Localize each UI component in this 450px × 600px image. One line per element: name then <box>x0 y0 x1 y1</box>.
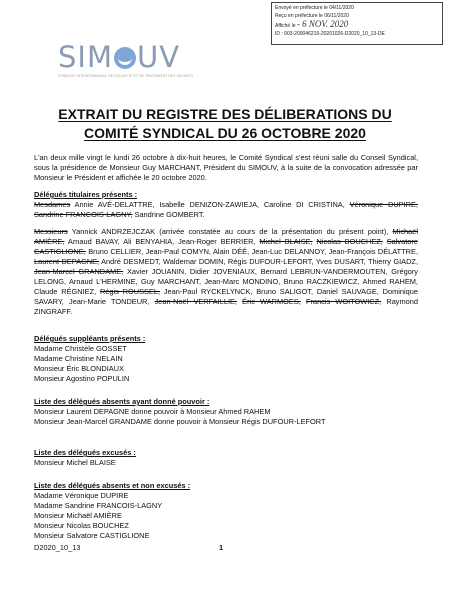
logo-o-icon <box>114 47 136 69</box>
messieurs-struck-8: Jean-Noël VERFAILLIE, <box>154 297 237 306</box>
logo-tagline: SYNDICAT INTERCOMMUNAL DE COLLECTE ET DE TRAITEMENT DES DÉCHETS <box>58 74 194 78</box>
messieurs-struck-2: Michel BLAISE, <box>259 237 313 246</box>
pouvoirs-heading: Liste des délégués absents ayant donné pouvoir : <box>34 397 210 406</box>
absents-heading: Liste des délégués absents et non excusés : <box>34 481 191 490</box>
messieurs-part-1: Yannick ANDRZEJCZAK (arrivée constatée au cours de la présentation du présent point), <box>71 227 389 236</box>
messieurs-part-2: Arnaud BAVAY, Ali BENYAHIA, Jean-Roger BERRIER, <box>67 237 256 246</box>
list-item: Monsieur Jean-Marcel GRANDAME donne pouvoir à Monsieur Régis DUFOUR-LEFORT <box>34 417 326 426</box>
suppleants-heading: Délégués suppléants présents : <box>34 334 146 343</box>
list-item: Monsieur Éric BLONDIAUX <box>34 364 124 373</box>
excuses-list <box>34 458 418 468</box>
mesdames-present: Annie AVÉ-DELATTRE, Isabelle DENIZON-ZAWIEJA, Caroline DI CRISTINA, <box>74 200 345 209</box>
mesdames-lead: Mesdames <box>34 200 71 209</box>
titulaires-heading: Délégués titulaires présents : <box>34 190 138 199</box>
stamp-posted-label: Affiché le <box>275 23 296 29</box>
messieurs-part-4: André DESMEDT, Waldemar DOMIN, Régis DUFOUR-LEFORT, Yves DUSART, Thierry GIADZ, <box>101 257 418 266</box>
titulaires-mesdames <box>34 200 418 220</box>
list-item: Monsieur Salvatore CASTIGLIONE <box>34 531 150 540</box>
prefecture-stamp <box>271 2 443 45</box>
mesdames-struck-1: Véronique DUPIRE, <box>349 200 418 209</box>
stamp-posted <box>275 20 439 30</box>
messieurs-end: Raymond ZINGRAFF. <box>34 297 418 316</box>
stamp-received: Reçu en préfecture le 06/11/2020 <box>275 13 349 19</box>
list-item: Madame Sandrine FRANCOIS-LAGNY <box>34 501 163 510</box>
logo-wordmark-right: UV <box>136 40 181 74</box>
excuses-heading: Liste des délégués excusés : <box>34 448 136 457</box>
messieurs-part-5: Xavier JOUANIN, Didier JOVENIAUX, Bernard LEBRUN-VANDERMOUTEN, Grégory LELONG, Arnaud L'HERMINE, Guy MARCHANT, Jean-Marc MONDINO, Bruno RACZKIEWICZ, Ahmed RAHEM, Claude RÉGNIEZ, <box>34 267 418 296</box>
suppleants-list <box>34 344 418 384</box>
list-item: Madame Christèle GOSSET <box>34 344 127 353</box>
list-item: Monsieur Nicolas BOUCHEZ <box>34 521 129 530</box>
page-number: 1 <box>219 543 224 552</box>
document-body <box>34 153 418 548</box>
messieurs-struck-1: Michaël AMIÈRE, <box>34 227 419 246</box>
list-item: Monsieur Agostino POPULIN <box>34 374 130 383</box>
list-item: Monsieur Michel BLAISE <box>34 458 116 467</box>
messieurs-part-6: Jean-Paul RYCKELYNCK, Bruno SALIGOT, Daniel SAUVAGE, Dominique SAVARY, Jean-Marie TONDEUR, <box>34 287 418 306</box>
messieurs-struck-4: Salvatore CASTIGLIONE, <box>34 237 418 256</box>
title-line-2: COMITÉ SYNDICAL DU 26 OCTOBRE 2020 <box>84 125 366 141</box>
list-item: Monsieur Michaël AMIÈRE <box>34 511 122 520</box>
stamp-id: ID : 003-200046219-20201026-D2020_10_13-DE <box>275 31 385 37</box>
title-line-1: EXTRAIT DU REGISTRE DES DÉLIBERATIONS DU <box>58 106 392 122</box>
list-item: Monsieur Laurent DEPAGNE donne pouvoir à Monsieur Ahmed RAHEM <box>34 407 271 416</box>
messieurs-struck-7: Régis ROUSSEL, <box>99 287 161 296</box>
document-title <box>40 105 410 143</box>
messieurs-struck-5: Laurent DEPAGNE, <box>34 257 100 266</box>
messieurs-part-3: Bruno CELLIER, Jean-Paul COMYN, Alain DÉÉ, Jean-Luc DELANNOY, Jean-François DÉLATTRE, <box>88 247 418 256</box>
messieurs-lead: Messieurs <box>34 227 68 236</box>
messieurs-struck-6: Jean-Marcel GRANDAME, <box>34 267 124 276</box>
stamp-sent: Envoyé en préfecture le 04/11/2020 <box>275 5 354 11</box>
messieurs-struck-9: Éric WARMOES, <box>242 297 301 306</box>
list-item: Madame Véronique DUPIRE <box>34 491 129 500</box>
logo-wordmark-left: SIM <box>58 40 113 74</box>
mesdames-struck-2: Sandrine FRANCOIS-LAGNY, <box>34 210 133 219</box>
logo-wordmark <box>58 42 198 72</box>
absents-list <box>34 491 418 541</box>
list-item: Madame Christine NELAIN <box>34 354 123 363</box>
simouv-logo <box>58 42 198 84</box>
messieurs-struck-3: Nicolas BOUCHEZ, <box>316 237 383 246</box>
stamp-posted-date: - 6 NOV. 2020 <box>296 20 349 29</box>
titulaires-messieurs <box>34 227 418 317</box>
mesdames-end: Sandrine GOMBERT. <box>134 210 205 219</box>
messieurs-struck-10: Francis WOITOWICZ, <box>305 297 382 306</box>
deliberation-code: D2020_10_13 <box>34 543 81 552</box>
pouvoirs-list <box>34 407 418 427</box>
intro-paragraph: L'an deux mille vingt le lundi 26 octobre à dix-huit heures, le Comité Syndical s'est réuni salle du Conseil Syndical, sous la présidence de Monsieur Guy MARCHANT, Président du SIMOUV, à la suite de la convocation adressée par Monsieur le Président et affichée le 20 octobre 2020. <box>34 153 418 182</box>
